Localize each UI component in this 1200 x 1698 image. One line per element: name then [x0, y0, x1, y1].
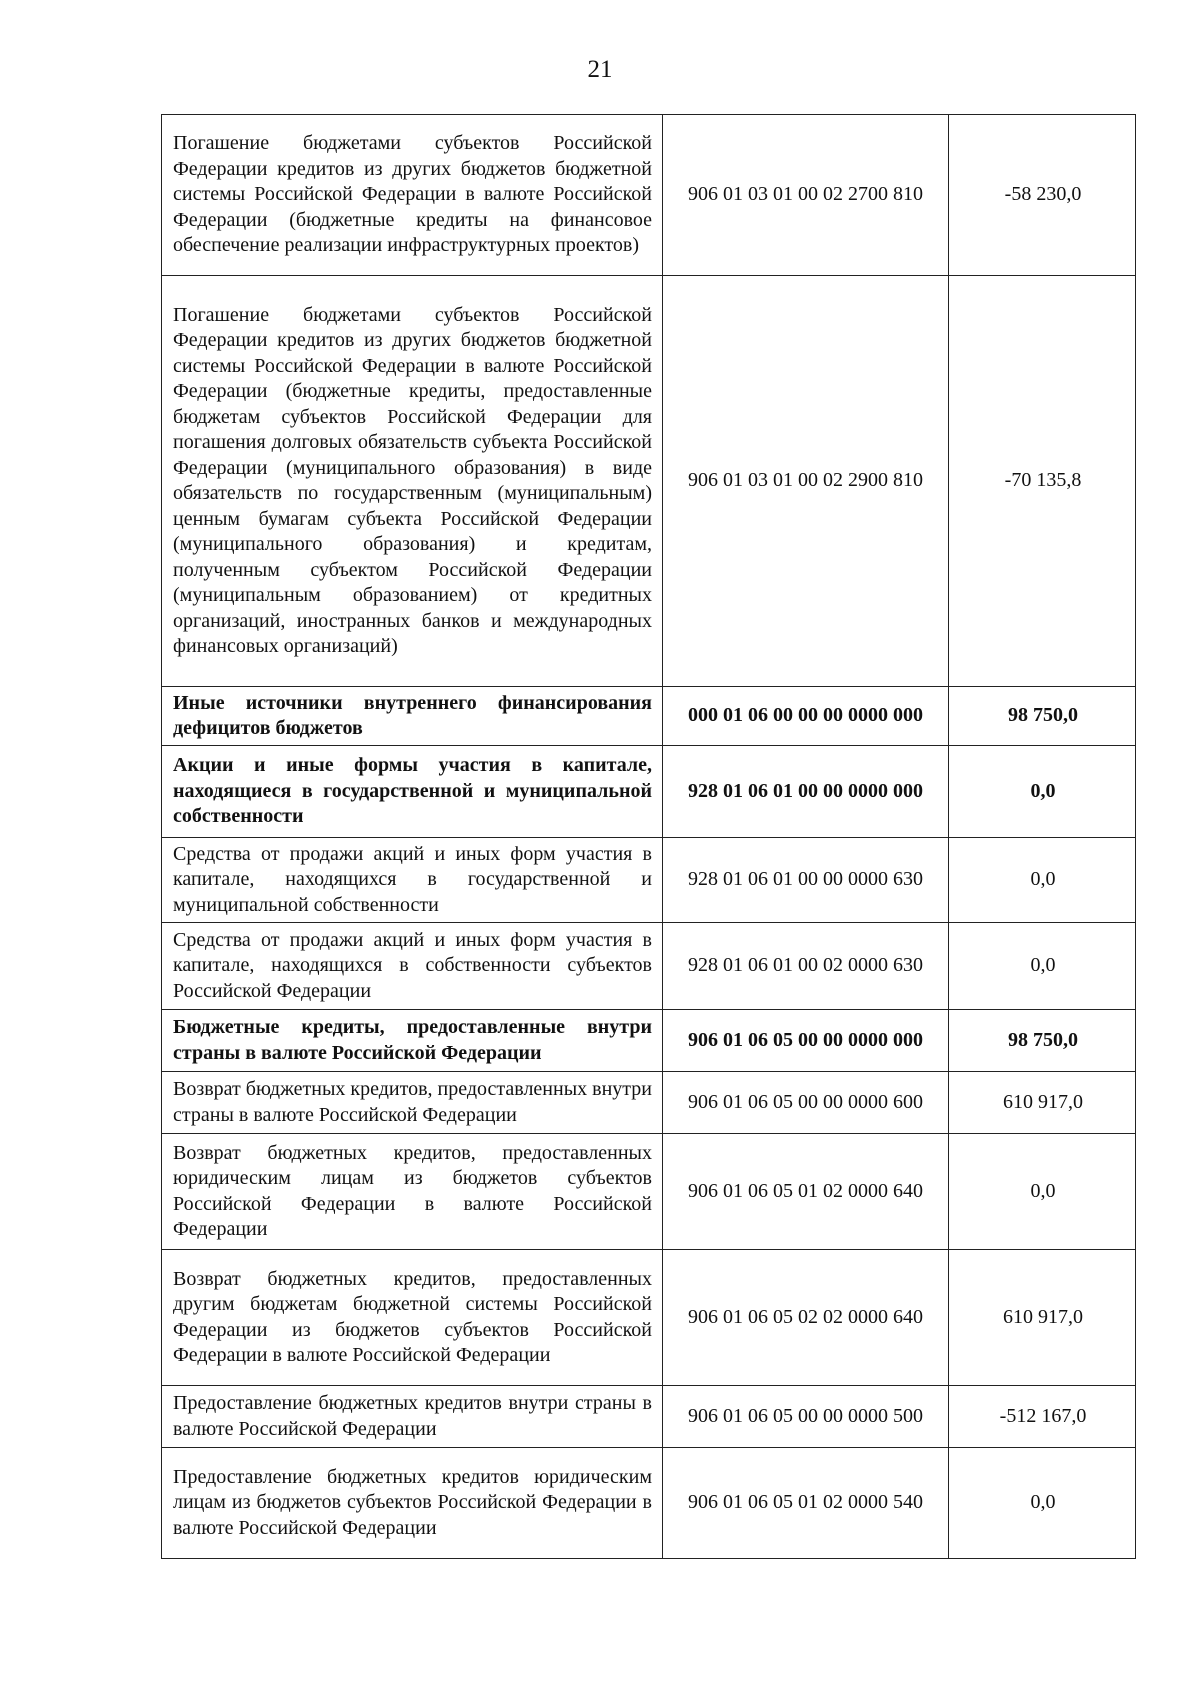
- row-budget-code: 928 01 06 01 00 00 0000 630: [663, 838, 949, 923]
- row-budget-code: 928 01 06 01 00 02 0000 630: [663, 923, 949, 1010]
- row-budget-code: 906 01 03 01 00 02 2700 810: [663, 115, 949, 276]
- table-row: [162, 1386, 1136, 1448]
- row-amount: 0,0: [949, 838, 1136, 923]
- row-budget-code: 906 01 06 05 00 00 0000 500: [663, 1386, 949, 1448]
- row-budget-code: 906 01 06 05 00 00 0000 000: [663, 1010, 949, 1072]
- table-row: [162, 1072, 1136, 1134]
- row-description: Погашение бюджетами субъектов Российской Федерации кредитов из других бюджетов бюджетной системы Российской Федерации в валюте Российской Федерации (бюджетные кредиты на финансовое обеспечение реализации инфраструктурных проектов): [162, 115, 663, 276]
- table-row: [162, 838, 1136, 923]
- row-budget-code: 906 01 03 01 00 02 2900 810: [663, 276, 949, 687]
- page-number: 21: [587, 56, 613, 83]
- table-row: [162, 1134, 1136, 1250]
- row-amount: -512 167,0: [949, 1386, 1136, 1448]
- table-row: [162, 687, 1136, 746]
- row-budget-code: 906 01 06 05 01 02 0000 640: [663, 1134, 949, 1250]
- row-budget-code: 906 01 06 05 01 02 0000 540: [663, 1448, 949, 1559]
- table-row: [162, 1250, 1136, 1386]
- table-body: [162, 115, 1136, 1559]
- row-amount: 0,0: [949, 746, 1136, 838]
- row-description: Погашение бюджетами субъектов Российской Федерации кредитов из других бюджетов бюджетной системы Российской Федерации в валюте Российской Федерации (бюджетные кредиты, предоставленные бюджетам субъектов Российской Федерации для погашения долговых обязательств субъекта Российской Федерации (муниципального образования) в виде обязательств по государственным (муниципальным) ценным бумагам субъекта Российской Федерации (муниципального образования) и кредитам, полученным субъектом Российской Федерации (муниципальным образованием) от кредитных организаций, иностранных банков и международных финансовых организаций): [162, 276, 663, 687]
- row-description: Возврат бюджетных кредитов, предоставленных внутри страны в валюте Российской Федерации: [162, 1072, 663, 1134]
- row-description: Возврат бюджетных кредитов, предоставленных юридическим лицам из бюджетов субъектов Российской Федерации в валюте Российской Федерации: [162, 1134, 663, 1250]
- row-amount: 610 917,0: [949, 1250, 1136, 1386]
- row-amount: -58 230,0: [949, 115, 1136, 276]
- budget-sources-table: [161, 114, 1136, 1559]
- row-description: Иные источники внутреннего финансирования дефицитов бюджетов: [162, 687, 663, 746]
- row-budget-code: 906 01 06 05 00 00 0000 600: [663, 1072, 949, 1134]
- row-budget-code: 928 01 06 01 00 00 0000 000: [663, 746, 949, 838]
- row-budget-code: 906 01 06 05 02 02 0000 640: [663, 1250, 949, 1386]
- row-description: Акции и иные формы участия в капитале, находящиеся в государственной и муниципальной собственности: [162, 746, 663, 838]
- row-amount: 0,0: [949, 1134, 1136, 1250]
- row-amount: 98 750,0: [949, 1010, 1136, 1072]
- table-row: [162, 276, 1136, 687]
- row-amount: 0,0: [949, 1448, 1136, 1559]
- row-description: Средства от продажи акций и иных форм участия в капитале, находящихся в государственной и муниципальной собственности: [162, 838, 663, 923]
- table-row: [162, 1010, 1136, 1072]
- row-amount: 0,0: [949, 923, 1136, 1010]
- row-description: Предоставление бюджетных кредитов внутри страны в валюте Российской Федерации: [162, 1386, 663, 1448]
- row-amount: -70 135,8: [949, 276, 1136, 687]
- row-description: Возврат бюджетных кредитов, предоставленных другим бюджетам бюджетной системы Российской Федерации из бюджетов субъектов Российской Федерации в валюте Российской Федерации: [162, 1250, 663, 1386]
- table-row: [162, 746, 1136, 838]
- table-row: [162, 115, 1136, 276]
- row-amount: 98 750,0: [949, 687, 1136, 746]
- table-row: [162, 1448, 1136, 1559]
- table-row: [162, 923, 1136, 1010]
- row-amount: 610 917,0: [949, 1072, 1136, 1134]
- row-description: Средства от продажи акций и иных форм участия в капитале, находящихся в собственности субъектов Российской Федерации: [162, 923, 663, 1010]
- row-description: Бюджетные кредиты, предоставленные внутри страны в валюте Российской Федерации: [162, 1010, 663, 1072]
- row-description: Предоставление бюджетных кредитов юридическим лицам из бюджетов субъектов Российской Федерации в валюте Российской Федерации: [162, 1448, 663, 1559]
- row-budget-code: 000 01 06 00 00 00 0000 000: [663, 687, 949, 746]
